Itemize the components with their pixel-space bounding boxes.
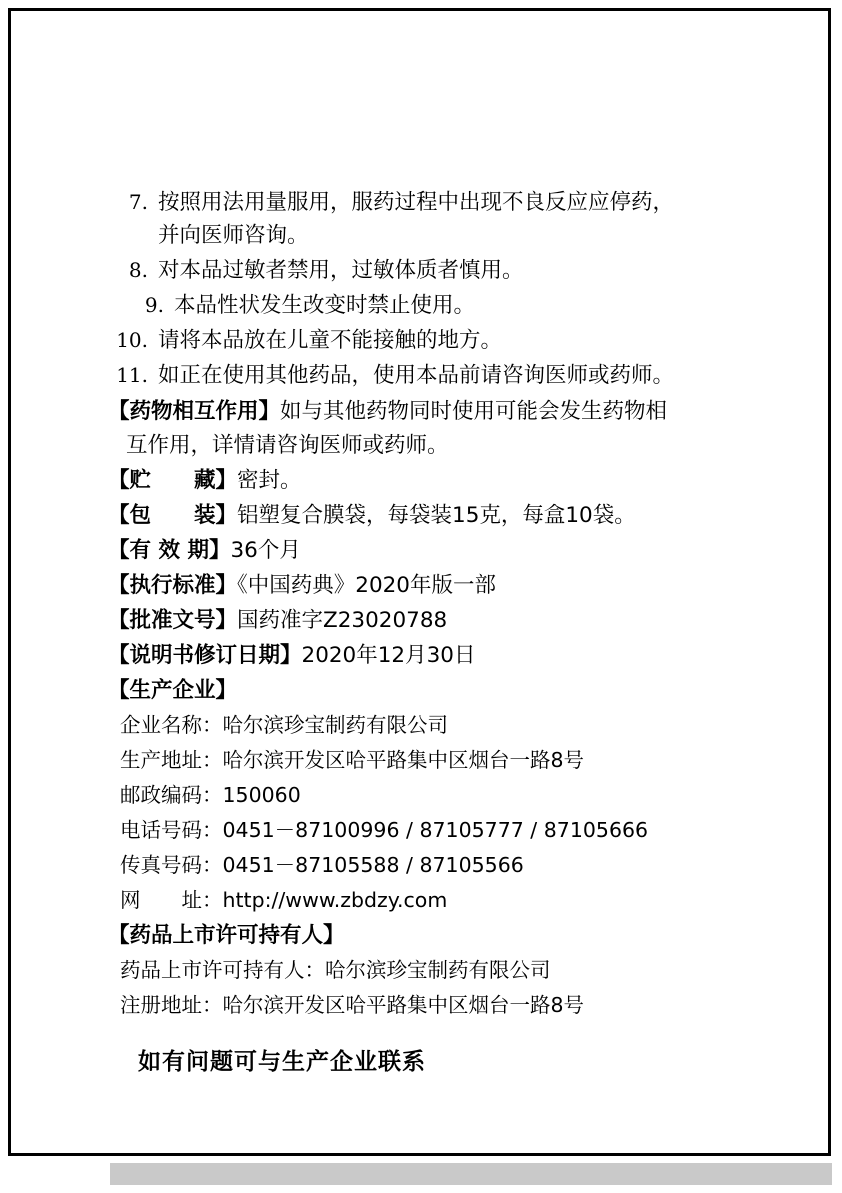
footer-bar	[110, 1163, 832, 1185]
list-item	[108, 324, 748, 357]
field-approval-number	[108, 603, 748, 638]
list-item-text: 如正在使用其他药品，使用本品前请咨询医师或药师。	[158, 363, 675, 388]
list-item-text	[158, 186, 748, 252]
holder-line: 注册地址：哈尔滨开发区哈平路集中区烟台一路8号	[120, 993, 585, 1017]
manufacturer-label: 【生产企业】	[108, 678, 238, 703]
list-item	[108, 186, 748, 252]
document-content	[108, 186, 748, 1079]
field-shelf-life	[108, 533, 748, 568]
list-item-line2: 并向医师咨询。	[158, 223, 309, 248]
field-value: 铝塑复合膜袋，每袋装15克，每盒10袋。	[237, 503, 636, 528]
page-border-left	[8, 8, 11, 1156]
holder-label: 【药品上市许可持有人】	[108, 923, 345, 948]
field-label: 【执行标准】	[108, 573, 238, 598]
field-label: 【包 装】	[108, 503, 238, 528]
field-label: 【批准文号】	[108, 608, 238, 633]
drug-interaction-section	[108, 395, 748, 463]
drug-interaction-label: 【药物相互作用】	[108, 399, 281, 424]
field-label: 【说明书修订日期】	[108, 643, 302, 668]
closing-note: 如有问题可与生产企业联系	[138, 1049, 426, 1075]
field-value: 《中国药典》2020年版一部	[237, 573, 496, 598]
field-value: 国药准字Z23020788	[237, 608, 448, 633]
list-item	[108, 359, 748, 392]
field-revision-date	[108, 638, 748, 673]
manufacturer-line: 电话号码：0451－87100996 / 87105777 / 87105666	[120, 818, 649, 842]
list-item-text: 本品性状发生改变时禁止使用。	[174, 293, 476, 318]
field-value: 密封。	[237, 468, 302, 493]
list-item	[108, 289, 748, 322]
page-border-bottom	[8, 1153, 831, 1156]
list-item	[108, 254, 748, 287]
list-item-text: 对本品过敏者禁用，过敏体质者慎用。	[158, 258, 524, 283]
field-value: 2020年12月30日	[301, 643, 476, 668]
holder-heading	[108, 918, 748, 953]
list-item-number: 8.	[128, 258, 148, 282]
field-standard	[108, 568, 748, 603]
list-item-number: 7.	[128, 190, 148, 214]
list-item-text: 请将本品放在儿童不能接触的地方。	[158, 328, 503, 353]
field-label: 【有 效 期】	[108, 538, 231, 563]
field-packaging	[108, 498, 748, 533]
manufacturer-line: 邮政编码：150060	[120, 783, 301, 807]
list-item-number: 11.	[116, 363, 148, 387]
page-border-right	[828, 8, 831, 1156]
list-item-number: 9.	[144, 293, 164, 317]
manufacturer-line: 企业名称：哈尔滨珍宝制药有限公司	[120, 713, 448, 737]
precautions-list	[108, 186, 748, 392]
drug-interaction-text: 如与其他药物同时使用可能会发生药物相	[280, 399, 668, 424]
holder-line: 药品上市许可持有人：哈尔滨珍宝制药有限公司	[120, 958, 551, 982]
drug-interaction-text-line2: 互作用，详情请咨询医师或药师。	[126, 433, 449, 458]
field-value: 36个月	[230, 538, 301, 563]
manufacturer-heading	[108, 673, 748, 708]
list-item-number: 10.	[116, 328, 148, 352]
manufacturer-line: 传真号码：0451－87105588 / 87105566	[120, 853, 524, 877]
manufacturer-line: 生产地址：哈尔滨开发区哈平路集中区烟台一路8号	[120, 748, 585, 772]
page-border-top	[8, 8, 831, 11]
list-item-line1: 按照用法用量服用，服药过程中出现不良反应应停药，	[158, 190, 675, 215]
field-storage	[108, 463, 748, 498]
manufacturer-website-line: 网 址：http://www.zbdzy.com	[120, 888, 448, 912]
field-label: 【贮 藏】	[108, 468, 238, 493]
